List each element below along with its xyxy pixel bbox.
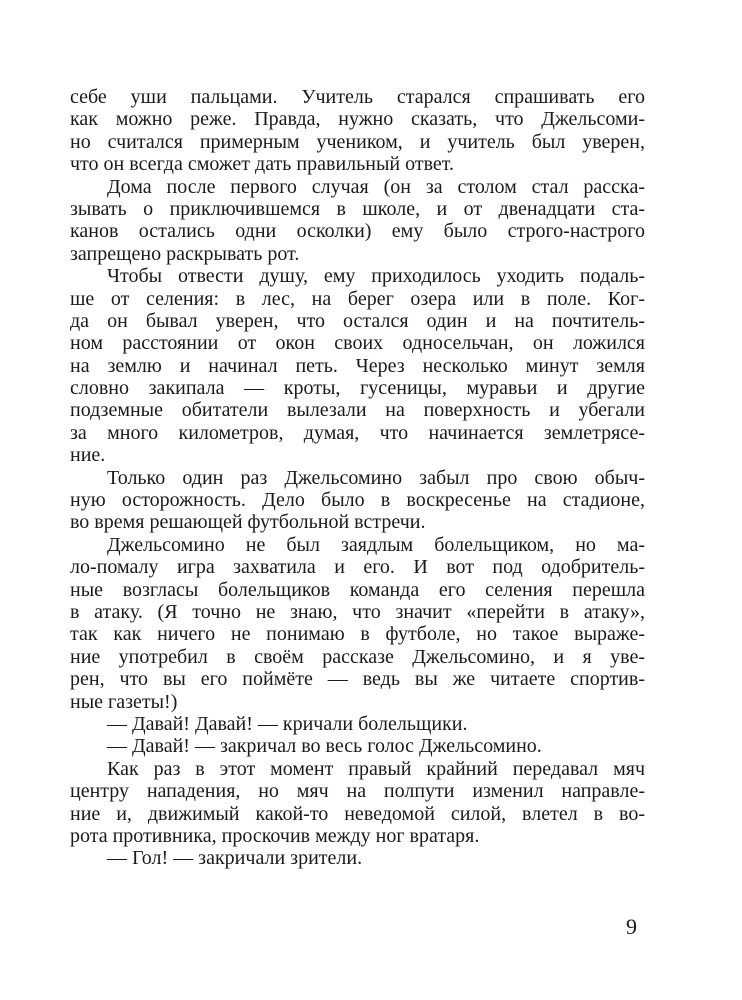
text-line: ную осторожность. Дело было в воскресенье на стадионе,: [70, 489, 645, 512]
paragraph: [70, 758, 645, 848]
text-line: — Гол! — закричали зрители.: [107, 847, 363, 870]
text-line: запрещено раскрывать рот.: [70, 242, 300, 265]
text-line: ные газеты!): [70, 690, 178, 713]
text-line: зывать о приключившемся в школе, и от двенадцати ста-: [70, 197, 645, 220]
paragraph: [70, 847, 645, 869]
text-line: что он всегда сможет дать правильный ответ.: [70, 153, 455, 176]
text-line: — Давай! Давай! — кричали болельщики.: [107, 712, 468, 735]
text-line: как можно реже. Правда, нужно сказать, что Джельсоми-: [70, 108, 645, 131]
text-line: Только один раз Джельсомино забыл про свою обыч-: [107, 466, 645, 489]
text-line: но считался примерным учеником, и учитель был уверен,: [70, 130, 645, 153]
text-line: ние.: [70, 444, 106, 467]
text-line: Дома после первого случая (он за столом стал расска-: [107, 175, 645, 198]
text-line: ние и, движимый какой-то неведомой силой, влетел в во-: [70, 802, 645, 825]
text-line: канов остались одни осколки) ему было строго-настрого: [70, 220, 645, 243]
text-line: во время решающей футбольной встречи.: [70, 511, 426, 534]
text-line: за много километров, думая, что начинается землетрясе-: [70, 421, 645, 444]
text-line: — Давай! — закричал во весь голос Джельсомино.: [107, 735, 542, 758]
text-line: Чтобы отвести душу, ему приходилось уходить подаль-: [107, 265, 645, 288]
paragraph: [70, 735, 645, 757]
text-line: так как ничего не понимаю в футболе, но такое выраже-: [70, 623, 645, 646]
text-line: на землю и начинал петь. Через несколько минут земля: [70, 354, 645, 377]
paragraph: [70, 176, 645, 266]
paragraph: [70, 265, 645, 467]
text-line: да он бывал уверен, что остался один и на почтитель-: [70, 309, 645, 332]
text-line: Как раз в этот момент правый крайний передавал мяч: [107, 757, 645, 780]
text-line: ло-помалу игра захватила и его. И вот под одобритель-: [70, 556, 645, 579]
paragraph: [70, 534, 645, 713]
text-line: Джельсомино не был заядлым болельщиком, но ма-: [107, 533, 645, 556]
text-line: рота противника, проскочив между ног вратаря.: [70, 824, 480, 847]
text-line: ные возгласы болельщиков команда его селения перешла: [70, 578, 645, 601]
paragraph: [70, 86, 645, 176]
page-body: [70, 86, 645, 870]
text-line: рен, что вы его поймёте — ведь вы же читаете спортив-: [70, 668, 645, 691]
text-line: ном расстоянии от окон своих односельчан, он ложился: [70, 332, 645, 355]
paragraph: [70, 713, 645, 735]
text-line: себе уши пальцами. Учитель старался спрашивать его: [70, 86, 645, 108]
text-line: подземные обитатели вылезали на поверхность и убегали: [70, 399, 645, 422]
text-line: словно закипала — кроты, гусеницы, муравьи и другие: [70, 377, 645, 400]
text-line: ше от селения: в лес, на берег озера или в поле. Ког-: [70, 287, 645, 310]
paragraph: [70, 467, 645, 534]
text-line: в атаку. (Я точно не знаю, что значит «перейти в атаку»,: [70, 600, 645, 623]
page-number: 9: [626, 914, 637, 939]
text-line: центру нападения, но мяч на полпути изменил направле-: [70, 780, 645, 803]
text-line: ние употребил в своём рассказе Джельсомино, и я уве-: [70, 645, 645, 668]
